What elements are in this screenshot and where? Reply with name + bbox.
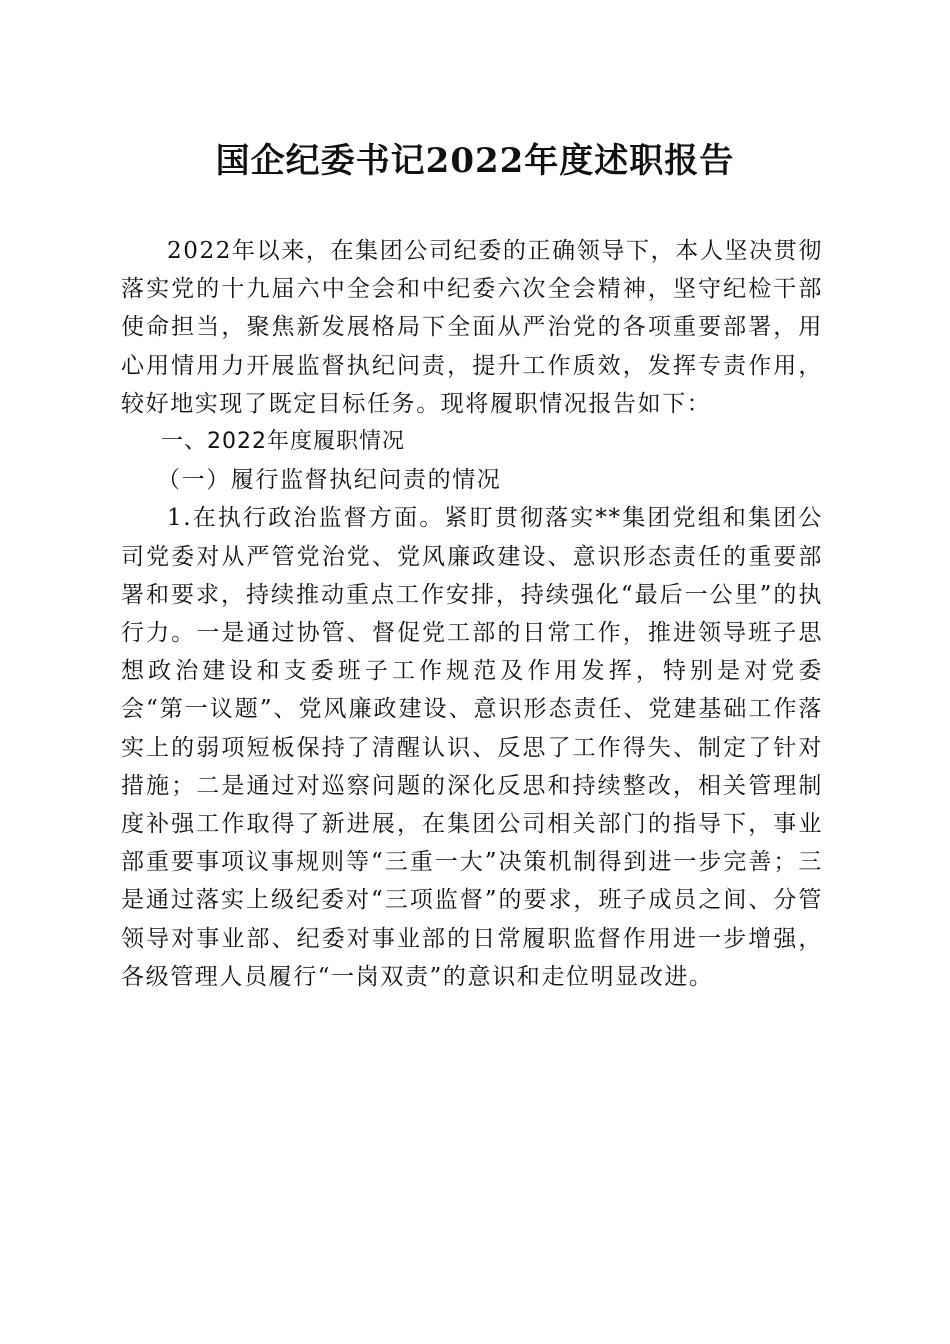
body-paragraph: 1.在执行政治监督方面。紧盯贯彻落实**集团党组和集团公司党委对从严管党治党、党风廉政建设、意识形态责任的重要部署和要求，持续推动重点工作安排，持续强化“最后一公里”的执行力。一是通过协管、督促党工部的日常工作，推进领导班子思想政治建设和支委班子工作规范及作用发挥，特别是对党委会“第一议题”、党风廉政建设、意识形态责任、党建基础工作落实上的弱项短板保持了清醒认识、反思了工作得失、制定了针对措施；二是通过对巡察问题的深化反思和持续整改，相关管理制度补强工作取得了新进展，在集团公司相关部门的指导下，事业部重要事项议事规则等“三重一大”决策机制得到进一步完善；三是通过落实上级纪委对“三项监督”的要求，班子成员之间、分管领导对事业部、纪委对事业部的日常履职监督作用进一步增强，各级管理人员履行“一岗双责”的意识和走位明显改进。	[121, 505, 823, 990]
subsection-heading: （一）履行监督执纪问责的情况	[157, 467, 502, 494]
document-body	[121, 232, 823, 996]
document-title: 国企纪委书记2022年度述职报告	[215, 141, 735, 181]
intro-paragraph: 2022年以来，在集团公司纪委的正确领导下，本人坚决贯彻落实党的十九届六中全会和中纪委六次全会精神，坚守纪检干部使命担当，聚焦新发展格局下全面从严治党的各项重要部署，用心用情用力开展监督执纪问责，提升工作质效，发挥专责作用，较好地实现了既定目标任务。现将履职情况报告如下：	[121, 238, 823, 417]
section-heading: 一、2022年度履职情况	[161, 429, 405, 455]
